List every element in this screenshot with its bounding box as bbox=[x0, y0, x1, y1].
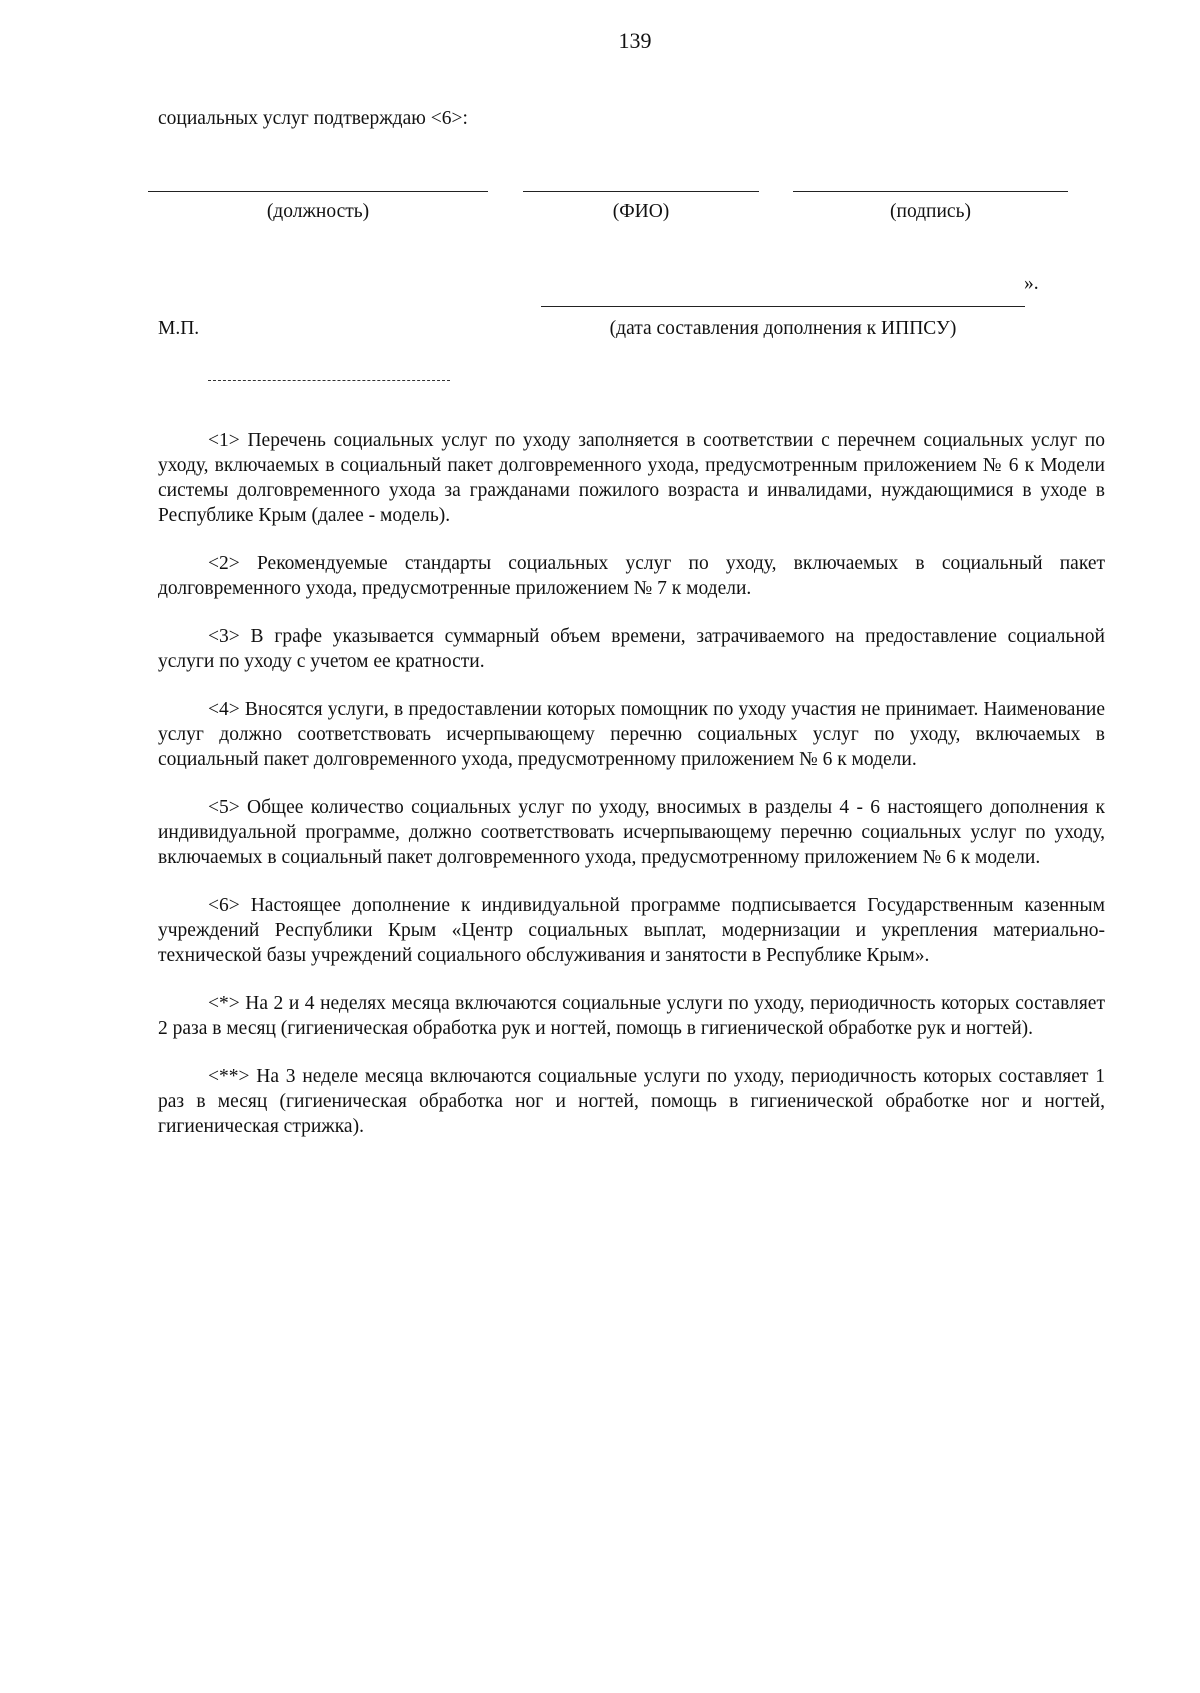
position-label: (должность) bbox=[266, 201, 370, 222]
footnote: <6> Настоящее дополнение к индивидуальной программе подписывается Государственным казенным учреждений Республики Крым «Центр социальных выплат, модернизации и укрепления материально-технической базы учреждений социального обслуживания и занятости в Республике Крым». bbox=[158, 895, 1105, 966]
footnote: <4> Вносятся услуги, в предоставлении которых помощник по уходу участия не принимает. Наименование услуг должно соответствовать исчерпывающему перечню социальных услуг по уходу, включаемых в социальный пакет долговременного ухода, предусмотренному приложением № 6 к модели. bbox=[158, 699, 1105, 770]
date-line bbox=[541, 306, 1025, 307]
footnote: <**> На 3 неделе месяца включаются социальные услуги по уходу, периодичность которых составляет 1 раз в месяц (гигиеническая обработка ног и ногтей, помощь в гигиенической обработке ног и ногтей, гигиеническая стрижка). bbox=[158, 1066, 1105, 1137]
footnote: <*> На 2 и 4 неделях месяца включаются социальные услуги по уходу, периодичность которых составляет 2 раза в месяц (гигиеническая обработка рук и ногтей, помощь в гигиенической обработке рук и ногтей). bbox=[158, 993, 1105, 1039]
page-number: 139 bbox=[618, 28, 652, 53]
footnote-separator bbox=[208, 380, 450, 381]
footnotes bbox=[158, 428, 1105, 1162]
signature-label: (подпись) bbox=[890, 201, 971, 222]
footnote: <3> В графе указывается суммарный объем времени, затрачиваемого на предоставление социальной услуги по уходу с учетом ее кратности. bbox=[158, 626, 1105, 672]
stamp-place: М.П. bbox=[158, 318, 200, 339]
closing-quote: ». bbox=[1024, 273, 1039, 294]
footnote: <2> Рекомендуемые стандарты социальных услуг по уходу, включаемых в социальный пакет долговременного ухода, предусмотренные приложением № 7 к модели. bbox=[158, 553, 1105, 599]
signature-line bbox=[793, 191, 1068, 192]
footnote: <5> Общее количество социальных услуг по уходу, вносимых в разделы 4 - 6 настоящего дополнения к индивидуальной программе, должно соответствовать исчерпывающему перечню социальных услуг по уходу, включаемых в социальный пакет долговременного ухода, предусмотренному приложением № 6 к модели. bbox=[158, 797, 1105, 868]
name-line bbox=[523, 191, 759, 192]
footnote: <1> Перечень социальных услуг по уходу заполняется в соответствии с перечнем социальных услуг по уходу, включаемых в социальный пакет долговременного ухода, предусмотренным приложением № 6 к Модели системы долговременного ухода за гражданами пожилого возраста и инвалидами, нуждающимися в уходе в Республике Крым (далее - модель). bbox=[158, 430, 1105, 526]
name-label: (ФИО) bbox=[612, 201, 670, 222]
date-label: (дата составления дополнения к ИППСУ) bbox=[609, 318, 957, 339]
position-line bbox=[148, 191, 488, 192]
confirmation-intro: социальных услуг подтверждаю <6>: bbox=[158, 108, 468, 129]
